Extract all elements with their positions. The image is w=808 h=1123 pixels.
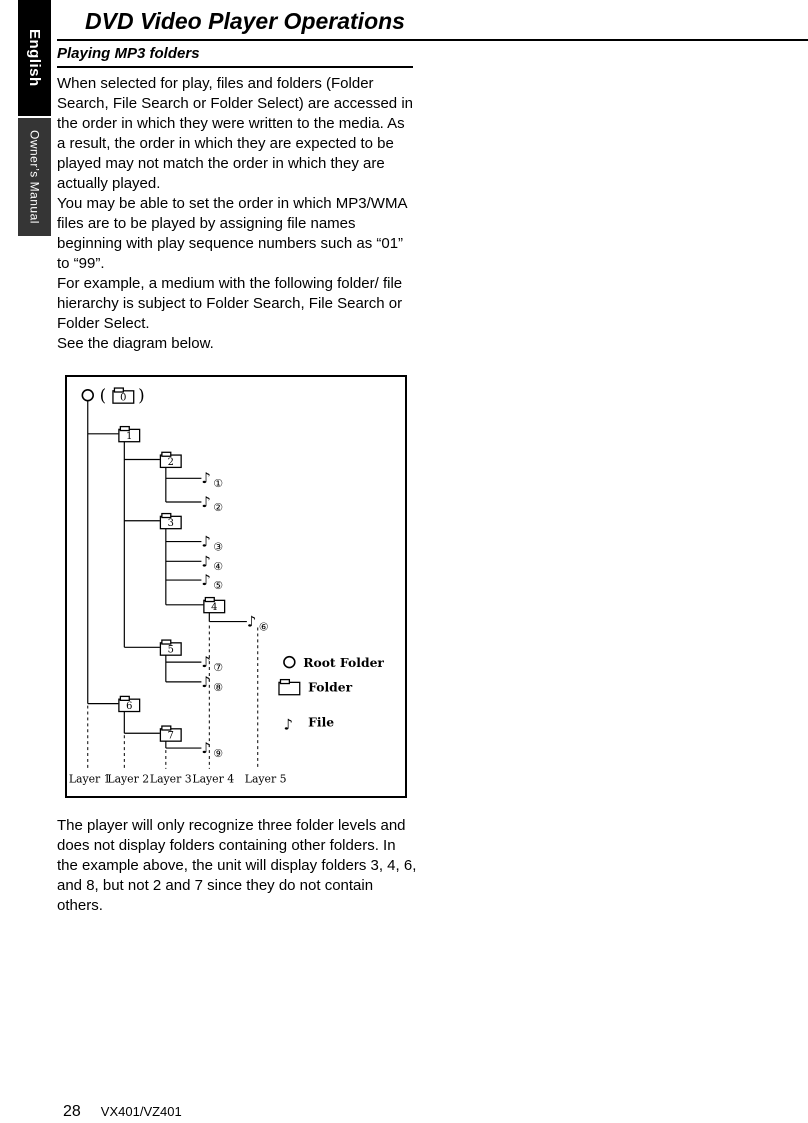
legend-root-folder-icon (284, 657, 295, 668)
folder-node-6 (119, 696, 140, 712)
music-note-icon: ♪ (201, 493, 211, 511)
file-number: ⑦ (213, 661, 224, 674)
paragraph: See the diagram below. (57, 335, 214, 352)
music-note-icon: ♪ (201, 533, 211, 551)
file-number: ③ (213, 540, 224, 554)
file-node-9 (201, 740, 223, 760)
title-divider (57, 39, 808, 41)
spine-tab-language (18, 0, 51, 116)
folder-number: 4 (211, 602, 218, 614)
legend-file-label: File (308, 714, 335, 730)
legend (279, 655, 384, 733)
file-node-3 (201, 533, 223, 553)
paren-close: ) (138, 385, 145, 406)
file-node-6 (247, 614, 269, 634)
spine-tab-owners-manual-label: Owner’s Manual (27, 130, 42, 224)
note-after-diagram (57, 816, 419, 916)
legend-folder-icon (279, 680, 300, 695)
file-node-8 (201, 674, 223, 694)
page-title: DVD Video Player Operations (85, 8, 405, 34)
file-node-4 (201, 553, 223, 573)
layer-labels (69, 773, 287, 786)
folder-number: 1 (126, 431, 133, 443)
layer-label-3: Layer 3 (149, 772, 192, 786)
page-number: 28 (63, 1103, 81, 1120)
root-folder-node (82, 385, 144, 405)
folder-number: 0 (120, 392, 127, 404)
music-note-icon: ♪ (246, 613, 257, 631)
body-column (57, 45, 413, 354)
legend-file-icon: ♪ (283, 716, 293, 734)
paragraph: For example, a medium with the following folder/ file hierarchy is subject to Folder Search, File Search or Folder Select. (57, 275, 403, 332)
music-note-icon: ♪ (201, 572, 211, 590)
folder-number: 5 (167, 644, 174, 656)
folder-node-5 (160, 640, 181, 656)
legend-folder-label: Folder (308, 679, 353, 695)
model-number: VX401/VZ401 (100, 1104, 182, 1119)
folder-node-1 (119, 427, 140, 443)
music-note-icon: ♪ (201, 673, 211, 691)
folder-node-4 (204, 598, 225, 614)
page-footer (63, 1103, 182, 1121)
file-number: ⑥ (258, 620, 269, 634)
layer-label-5: Layer 5 (244, 772, 287, 786)
spine-tab-owners-manual (18, 118, 51, 236)
file-node-2 (201, 494, 223, 514)
paragraph: When selected for play, files and folders (Folder Search, File Search or Folder Select) are accessed in the order in which they were written to the media. As a result, the order in which they are expected to be played may not match the order in which they are actually played. (57, 75, 413, 192)
layer-label-4: Layer 4 (192, 772, 235, 786)
folder-hierarchy-diagram (65, 375, 407, 798)
file-node-1 (201, 470, 223, 490)
folder-node-2 (160, 452, 181, 468)
section-heading: Playing MP3 folders (57, 45, 413, 68)
folder-number: 2 (167, 456, 174, 468)
layer-label-1: Layer 1 (68, 772, 111, 786)
paren-open: ( (99, 385, 107, 406)
root-folder-icon (82, 390, 93, 401)
folder-node-7 (160, 726, 181, 742)
file-number: ② (213, 500, 224, 514)
layer-label-2: Layer 2 (107, 772, 150, 786)
folder-number: 6 (126, 701, 133, 713)
folder-number: 3 (167, 518, 174, 530)
file-number: ④ (213, 560, 224, 574)
file-number: ⑨ (213, 746, 224, 760)
music-note-icon: ♪ (201, 553, 211, 571)
file-node-5 (201, 572, 223, 592)
music-note-icon: ♪ (201, 654, 211, 672)
music-note-icon: ♪ (201, 470, 211, 488)
spine-tab-language-label: English (26, 29, 43, 87)
file-number: ① (213, 477, 224, 491)
music-note-icon: ♪ (201, 740, 211, 758)
file-number: ⑧ (213, 680, 224, 694)
file-number: ⑤ (213, 578, 224, 592)
paragraph: You may be able to set the order in which MP3/WMA files are to be played by assigning file names beginning with play sequence numbers such as “01” to “99”. (57, 195, 407, 272)
file-node-7 (201, 654, 223, 674)
legend-root-folder-label: Root Folder (303, 655, 384, 671)
folder-node-3 (160, 514, 181, 530)
folder-number: 7 (167, 730, 174, 742)
folder-node-0 (113, 388, 134, 404)
paragraph: The player will only recognize three folder levels and does not display folders containing other folders. In the example above, the unit will display folders 3, 4, 6, and 8, but not 2 and 7 since they do not contain others. (57, 817, 417, 914)
